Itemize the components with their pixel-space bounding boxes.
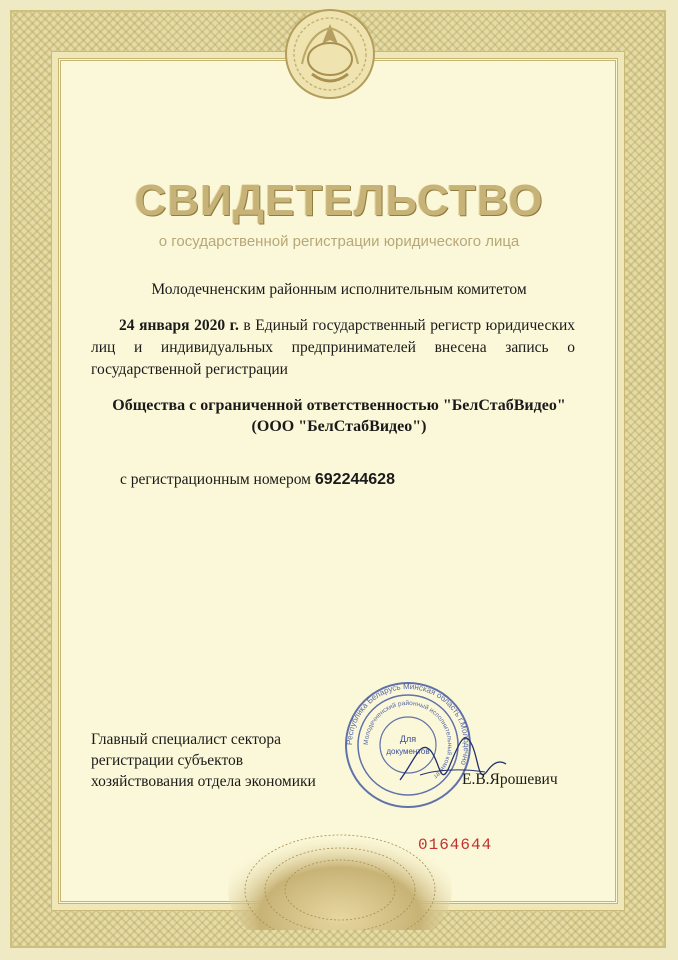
registry-text: в Единый государственный регистр юридических лиц и индивидуальных предпринимателей внесена запись о государственной регистрации [91, 317, 575, 378]
official-line: хозяйствования отдела экономики [91, 773, 316, 790]
company-full-name: Общества с ограниченной ответственностью "БелСтабВидео" [112, 397, 566, 414]
issuer-line: Молодечненским районным исполнительным комитетом [151, 281, 527, 298]
guilloche-rosette [225, 790, 455, 930]
serial-number: 0164644 [418, 836, 493, 854]
signer-name: Е.В.Ярошевич [462, 771, 558, 788]
stamp-ring-text: Молодечненский районный исполнительный комитет [362, 699, 454, 780]
reg-number: 692244628 [314, 471, 395, 488]
registration-paragraph [91, 315, 575, 381]
state-emblem-icon [280, 4, 380, 102]
stamp-outer-text: Республика Беларусь Минская область г.Молодечно [344, 681, 472, 767]
certificate-subtitle: о государственной регистрации юридического лица [158, 233, 520, 250]
reg-number-line [120, 471, 395, 489]
stamp-center-line1: Для [399, 734, 417, 744]
stamp-center-line2: документов [386, 747, 430, 756]
official-title [91, 729, 316, 792]
certificate-title: СВИДЕТЕЛЬСТВО [134, 176, 544, 225]
official-line: Главный специалист сектора [91, 731, 282, 748]
registration-date: 24 января 2020 г. [119, 317, 239, 334]
reg-number-prefix: с регистрационным номером [120, 471, 311, 488]
official-line: регистрации субъектов [91, 752, 244, 769]
company-short-name: (ООО "БелСтабВидео") [251, 418, 427, 435]
